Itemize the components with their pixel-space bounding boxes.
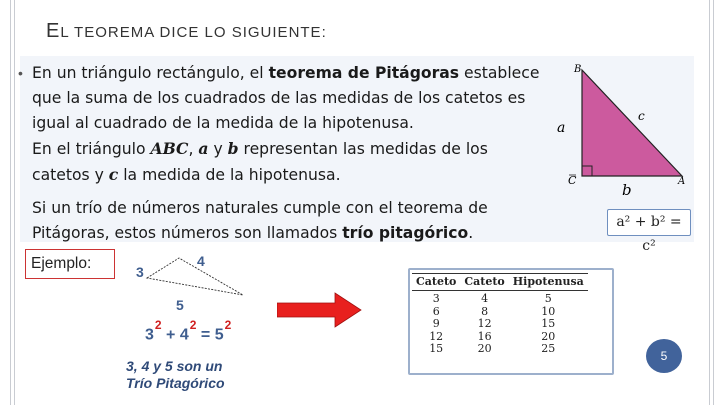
paragraph2-abc: ABC	[150, 139, 189, 158]
pythagorean-triples-table-frame	[408, 268, 614, 375]
arrow-shape	[277, 293, 361, 327]
table-cell: 6	[432, 304, 440, 318]
example-triangle	[125, 250, 250, 318]
eq-base-4: 4	[179, 326, 189, 344]
table-cell: 16	[477, 329, 492, 343]
example-equation	[145, 318, 232, 344]
title-rest: L TEOREMA DICE LO SIGUIENTE:	[60, 24, 327, 41]
table-cell: 12	[477, 317, 492, 331]
table-row	[412, 318, 588, 331]
triangle-shape	[582, 70, 682, 176]
table-cell: 5	[544, 292, 552, 305]
table-cell: 20	[477, 342, 492, 356]
eq-equals: =	[200, 326, 211, 344]
theorem-text	[32, 61, 544, 246]
side-b-label: b	[622, 181, 632, 199]
paragraph2-text-3: y	[208, 140, 228, 158]
eq-exp-3: 2	[224, 318, 232, 332]
table-cell: 4	[481, 292, 489, 305]
paragraph2-text-5: la medida de la hipotenusa.	[118, 166, 341, 184]
eq-exp-1: 2	[154, 318, 162, 332]
side-c-label: c	[638, 109, 645, 123]
caption-line-1: 3, 4 y 5 son un	[126, 358, 223, 374]
table-cell: 15	[541, 317, 556, 331]
frame-line-left-inner	[14, 0, 15, 405]
example-side-3: 3	[136, 264, 144, 280]
table-cell: 15	[429, 342, 444, 356]
table-row	[412, 343, 588, 356]
frame-line-right-inner	[709, 0, 710, 405]
title-first-letter: E	[46, 20, 61, 42]
paragraph3-text-1: Si un trío de números naturales cumple con el teorema de Pitágoras, estos números son llamados	[32, 199, 488, 242]
right-triangle-diagram	[548, 58, 690, 208]
paragraph1-bold: teorema de Pitágoras	[268, 64, 460, 82]
page-number-badge: 5	[646, 339, 682, 373]
right-arrow-icon	[277, 292, 363, 328]
caption-line-2: Trío Pitagórico	[126, 375, 225, 391]
example-caption	[126, 358, 225, 392]
paragraph2-text-2: ,	[188, 140, 199, 158]
paragraph-trio	[32, 196, 544, 246]
table-row	[412, 291, 588, 306]
paragraph3-text-2: .	[468, 224, 474, 242]
vertex-b-label: B	[574, 64, 582, 75]
example-side-5: 5	[176, 297, 184, 313]
table-cell: 8	[481, 304, 489, 318]
eq-exp-2: 2	[189, 318, 197, 332]
ejemplo-label: Ejemplo:	[25, 249, 115, 279]
table-cell: 20	[541, 329, 556, 343]
pythagorean-triples-table	[412, 273, 588, 356]
paragraph2-b: b	[227, 139, 239, 158]
header-hipotenusa: Hipotenusa	[509, 274, 588, 291]
side-a-label: a	[557, 120, 566, 136]
paragraph-abc	[32, 136, 544, 188]
pythagoras-formula: a² + b² = c²	[607, 209, 691, 236]
example-triangle-shape	[147, 258, 243, 295]
table-cell: 12	[429, 329, 444, 343]
eq-base-5: 5	[214, 326, 224, 344]
header-cateto-1: Cateto	[412, 274, 460, 291]
slide-title	[46, 20, 327, 43]
table-cell: 10	[541, 304, 556, 318]
frame-line-right	[713, 0, 714, 405]
vertex-c-label: C	[568, 174, 577, 187]
eq-plus: +	[166, 326, 176, 344]
paragraph2-text-1: En el triángulo	[32, 140, 151, 158]
frame-line-left	[10, 0, 11, 405]
paragraph2-a: a	[198, 139, 209, 158]
paragraph2-text-4: representan las medidas de los catetos y	[32, 140, 488, 184]
table-cell: 9	[432, 317, 440, 331]
table-cell: 25	[541, 342, 556, 356]
bullet-marker: •	[18, 65, 23, 81]
paragraph3-bold: trío pitagórico	[342, 224, 469, 242]
table-header-row	[412, 274, 588, 291]
paragraph-definition	[32, 61, 544, 136]
table-cell: 3	[432, 292, 440, 305]
vertex-a-label: A	[678, 176, 686, 187]
paragraph1-text-2: establece que la suma de los cuadrados de las medidas de los catetos es igual al cuadrado de la medida de la hipotenusa.	[32, 64, 540, 132]
header-cateto-2: Cateto	[460, 274, 508, 291]
paragraph2-c: c	[108, 165, 119, 184]
paragraph1-text-1: En un triángulo rectángulo, el	[32, 64, 269, 82]
example-side-4: 4	[197, 253, 205, 269]
eq-base-3: 3	[145, 326, 154, 344]
